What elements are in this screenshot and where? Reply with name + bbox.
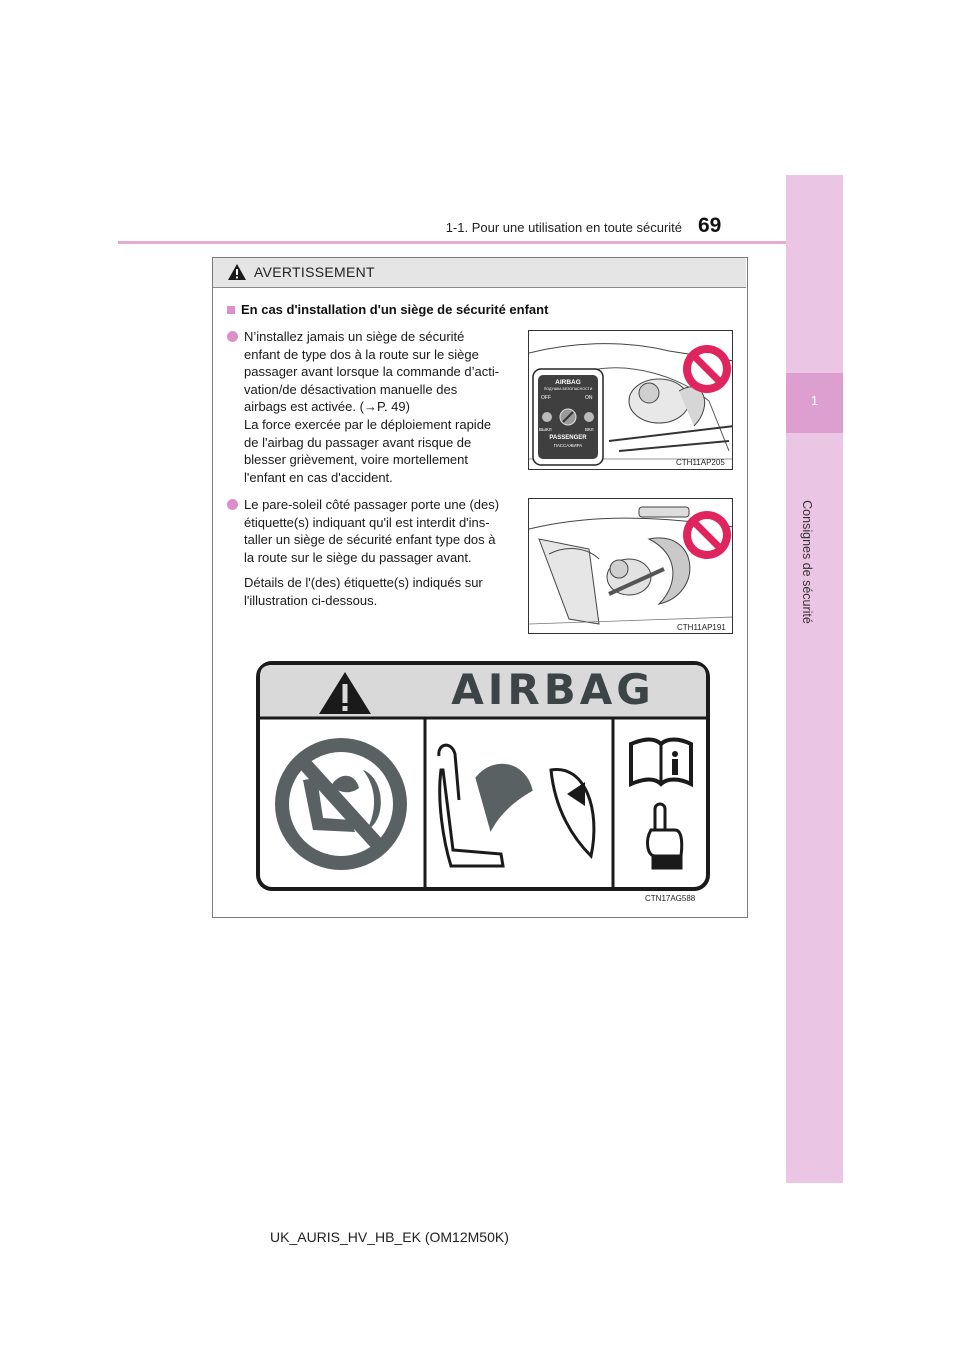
text-line: l'enfant en cas d'accident.	[244, 469, 393, 485]
figure-code: CTN17AG588	[645, 894, 696, 903]
label-details-text	[244, 574, 514, 609]
figure-airbag-switch	[528, 330, 733, 470]
cabin-illustration	[529, 499, 733, 634]
item-text	[244, 496, 519, 566]
text-line: Le pare-soleil côté passager porte une (des)	[244, 497, 500, 512]
text-line: La force exercée par le déploiement rapide	[244, 416, 492, 432]
page-reference-link[interactable]: airbags est activée. (→P. 49)	[244, 399, 410, 415]
subheading	[227, 302, 548, 317]
figure-airbag-label	[255, 660, 711, 905]
chapter-title: Consignes de sécurité	[800, 500, 814, 624]
text-line: Détails de l'(des) étiquette(s) indiqués sur	[244, 575, 483, 590]
figure-code: CTH11AP191	[677, 623, 726, 632]
panel-title: AIRBAG	[555, 379, 581, 386]
header-rule	[118, 241, 786, 244]
prohibition-icon	[683, 511, 731, 559]
panel-passenger-label: PASSENGER	[549, 435, 587, 441]
bullet-dot	[227, 499, 238, 510]
panel-on-label: ON	[585, 395, 593, 401]
warning-item-sun-visor	[227, 496, 519, 566]
text-line: la route sur le siège du passager avant.	[244, 549, 472, 565]
figure-code: CTH11AP205	[676, 458, 725, 467]
page-number: 69	[698, 214, 722, 237]
section-title: 1-1. Pour une utilisation en toute sécurité	[445, 220, 682, 235]
panel-subtitle: ПОДУШКА БЕЗОПАСНОСТИ	[543, 387, 593, 391]
figure-sun-visor	[528, 498, 733, 634]
text-line: l'illustration ci-dessous.	[244, 592, 378, 608]
footer-document-code: UK_AURIS_HV_HB_EK (OM12M50K)	[270, 1229, 509, 1245]
warning-box	[212, 257, 748, 918]
dashboard-illustration	[529, 331, 733, 470]
prohibition-icon	[683, 345, 731, 393]
bullet-dot	[227, 331, 238, 342]
text-line: passager avant lorsque la commande d’acti-	[244, 364, 500, 380]
square-bullet	[227, 306, 235, 314]
text-line: de l'airbag du passager avant risque de	[244, 434, 472, 450]
chapter-number: 1	[810, 393, 819, 408]
item-text	[244, 328, 519, 486]
panel-off-ru-label: ВЫКЛ	[539, 427, 552, 432]
text-line: vation/de désactivation manuelle des	[244, 381, 458, 397]
panel-passenger-ru-label: ПАССАЖИРА	[553, 443, 583, 448]
warning-item-child-seat	[227, 328, 519, 486]
panel-on-ru-label: ВКЛ	[585, 427, 594, 432]
owners-manual-icon	[631, 740, 691, 785]
item-text	[244, 574, 514, 609]
warning-header	[213, 258, 746, 288]
text-line: taller un siège de sécurité enfant type dos à	[244, 532, 496, 548]
side-strip	[786, 175, 843, 1183]
no-rear-facing-seat-icon	[275, 738, 407, 870]
subheading-text: En cas d'installation d'un siège de sécurité enfant	[241, 302, 549, 317]
text-line: N’installez jamais un siège de sécurité	[244, 329, 465, 344]
panel-off-label: OFF	[541, 395, 551, 401]
text-line: blesser grièvement, voire mortellement	[244, 452, 468, 468]
label-title: AIRBAG	[451, 665, 655, 714]
warning-triangle-icon	[227, 263, 247, 281]
warning-label: AVERTISSEMENT	[254, 264, 375, 280]
text-line: étiquette(s) indiquant qu'il est interdit d'ins-	[244, 514, 490, 530]
text-line: enfant de type dos à la route sur le siège	[244, 346, 479, 362]
